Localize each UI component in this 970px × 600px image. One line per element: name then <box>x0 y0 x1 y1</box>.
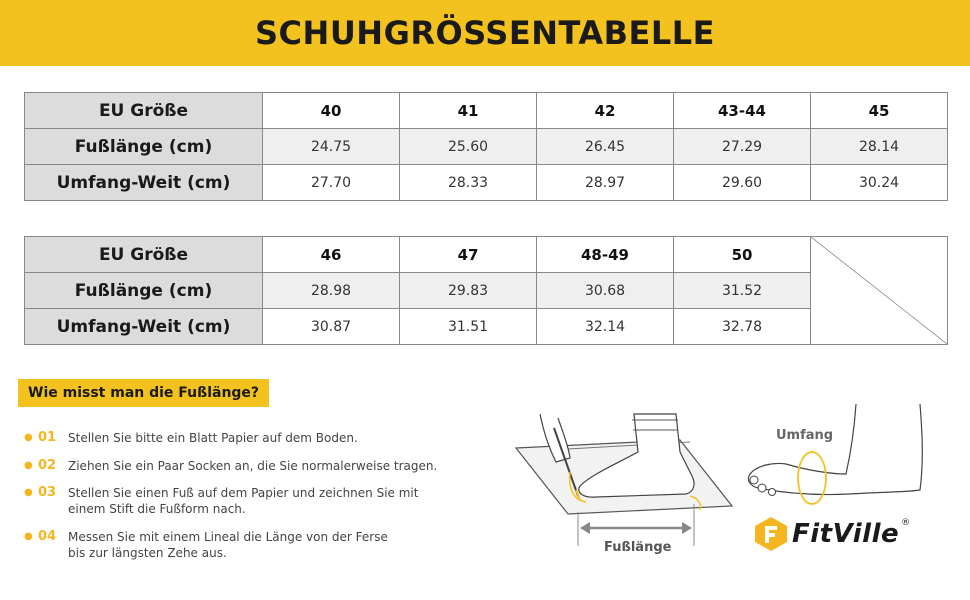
size-cell: 50 <box>674 237 811 273</box>
dot-icon: ● <box>24 531 33 542</box>
length-cell: 30.68 <box>537 273 674 309</box>
row-label-length: Fußlänge (cm) <box>25 273 263 309</box>
length-cell: 28.98 <box>263 273 400 309</box>
width-cell: 29.60 <box>674 165 811 201</box>
size-cell: 43-44 <box>674 93 811 129</box>
width-cell: 27.70 <box>263 165 400 201</box>
table-row <box>25 309 948 345</box>
step-text: Stellen Sie einen Fuß auf dem Papier und zeichnen Sie mit einem Stift die Fußform nach. <box>68 486 419 516</box>
step-number: 03 <box>38 485 57 500</box>
table-row <box>25 93 948 129</box>
size-cell: 42 <box>537 93 674 129</box>
step-number: 01 <box>38 430 57 445</box>
size-cell: 46 <box>263 237 400 273</box>
size-table-1 <box>24 92 948 201</box>
size-cell: 41 <box>400 93 537 129</box>
table-row <box>25 273 948 309</box>
howto-heading: Wie misst man die Fußlänge? <box>18 379 269 407</box>
fitville-logo-icon <box>754 516 788 552</box>
table-row <box>25 165 948 201</box>
step-item <box>24 529 408 561</box>
step-item <box>24 485 448 517</box>
step-text: Messen Sie mit einem Lineal die Länge von der Ferse bis zur längsten Zehe aus. <box>68 530 388 560</box>
dot-icon: ● <box>24 487 33 498</box>
foot-length-label: Fußlänge <box>604 540 672 555</box>
length-cell: 27.29 <box>674 129 811 165</box>
diagonal-line <box>811 237 947 344</box>
foot-measurement-illustration <box>510 400 950 590</box>
girth-label: Umfang <box>776 428 834 443</box>
brand-logo <box>754 516 910 552</box>
width-cell: 30.24 <box>811 165 948 201</box>
width-cell: 30.87 <box>263 309 400 345</box>
row-label-size: EU Größe <box>25 93 263 129</box>
page-title: SCHUHGRÖSSENTABELLE <box>255 14 715 52</box>
row-label-length: Fußlänge (cm) <box>25 129 263 165</box>
size-cell: 45 <box>811 93 948 129</box>
step-item <box>24 430 448 446</box>
dot-icon: ● <box>24 460 33 471</box>
width-cell: 32.14 <box>537 309 674 345</box>
row-label-width: Umfang-Weit (cm) <box>25 309 263 345</box>
length-cell: 26.45 <box>537 129 674 165</box>
length-cell: 29.83 <box>400 273 537 309</box>
width-cell: 28.33 <box>400 165 537 201</box>
length-cell: 31.52 <box>674 273 811 309</box>
empty-crossed-cell <box>811 237 948 345</box>
size-cell: 40 <box>263 93 400 129</box>
row-label-width: Umfang-Weit (cm) <box>25 165 263 201</box>
step-text: Ziehen Sie ein Paar Socken an, die Sie normalerweise tragen. <box>68 459 438 473</box>
length-cell: 24.75 <box>263 129 400 165</box>
width-cell: 31.51 <box>400 309 537 345</box>
size-table-2 <box>24 236 948 345</box>
size-cell: 47 <box>400 237 537 273</box>
dot-icon: ● <box>24 432 33 443</box>
bare-foot-icon <box>748 404 922 495</box>
table-row <box>25 237 948 273</box>
table-row <box>25 129 948 165</box>
width-cell: 28.97 <box>537 165 674 201</box>
step-text: Stellen Sie bitte ein Blatt Papier auf dem Boden. <box>68 431 358 445</box>
width-cell: 32.78 <box>674 309 811 345</box>
size-cell: 48-49 <box>537 237 674 273</box>
length-cell: 25.60 <box>400 129 537 165</box>
brand-name: FitVille <box>792 519 900 549</box>
registered-mark: ® <box>901 518 911 528</box>
step-number: 04 <box>38 529 57 544</box>
row-label-size: EU Größe <box>25 237 263 273</box>
step-item <box>24 458 448 474</box>
title-banner <box>0 0 970 66</box>
step-number: 02 <box>38 458 57 473</box>
length-cell: 28.14 <box>811 129 948 165</box>
